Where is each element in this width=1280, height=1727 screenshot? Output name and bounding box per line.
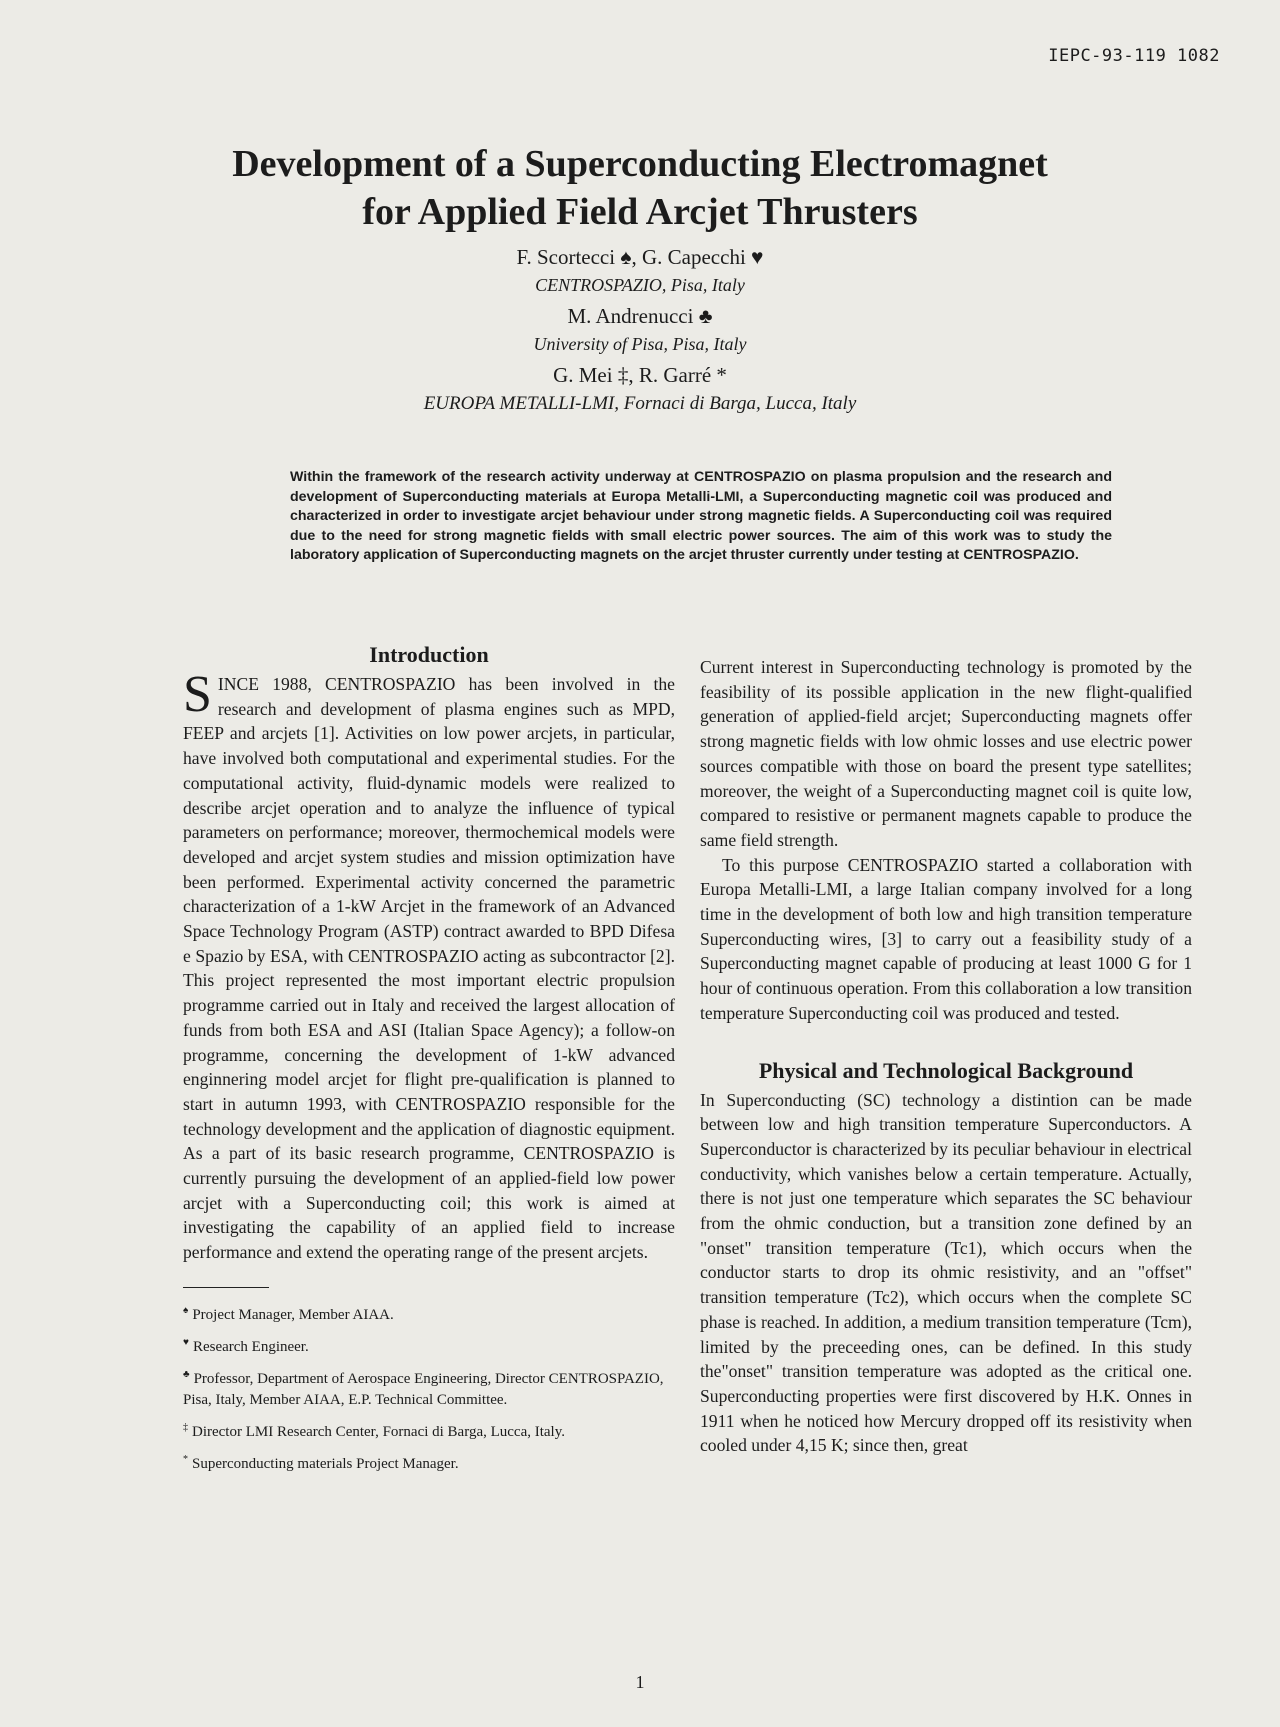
authors-group-2: M. Andrenucci ♣ — [567, 304, 713, 328]
authors-group-3: G. Mei ‡, R. Garré * — [553, 363, 727, 387]
paper-title — [0, 140, 1280, 236]
body-paragraph: Current interest in Superconducting technology is promoted by the feasibility of its possible application in the new flight-qualified generation of applied-field arcjet; Superconducting magnets offer strong magnetic fields with low ohmic losses and use electric power sources compatible with those on board the present type satellites; moreover, the weight of a Superconducting magnet coil is quite low, compared to resistive or permanent magnets capable to produce the same field strength. — [700, 657, 1192, 850]
title-line-1: Development of a Superconducting Electromagnet — [232, 143, 1048, 185]
title-line-2: for Applied Field Arcjet Thrusters — [362, 191, 918, 233]
left-column — [183, 640, 675, 1481]
affiliation-3: EUROPA METALLI-LMI, Fornaci di Barga, Lucca, Italy — [423, 393, 857, 414]
introduction-heading: Introduction — [369, 642, 489, 667]
page-number: 1 — [635, 1672, 645, 1692]
abstract: Within the framework of the research activity underway at CENTROSPAZIO on plasma propulsion and the research and development of Superconducting materials at Europa Metalli-LMI, a Superconducting magnetic coil was produced and characterized in order to investigate arcjet behaviour under strong magnetic fields. A Superconducting coil was required due to the need for strong magnetic fields with small electric power sources. The aim of this work was to study the laboratory application of Superconducting magnets on the arcjet thruster currently under testing at CENTROSPAZIO. — [290, 469, 1112, 563]
section-heading: Physical and Technological Background — [758, 1057, 1134, 1083]
introduction-text: INCE 1988, CENTROSPAZIO has been involved in the research and development of plasma engines such as MPD, FEEP and arcjets [1]. Activities on low power arcjets, in particular, have involved both computational and experimental studies. For the computational activity, fluid-dynamic models were realized to describe arcjet operation and to analyze the influence of typical parameters on performance; moreover, thermochemical models were developed and arcjet system studies and mission optimization have been performed. Experimental activity concerned the parametric characterization of a 1-kW Arcjet in the framework of an Advanced Space Technology Program (ASTP) contract awarded to BPD Difesa e Spazio by ESA, with CENTROSPAZIO acting as subcontractor [2]. This project represented the most important electric propulsion programme carried out in Italy and received the largest allocation of funds from both ESA and ASI (Italian Space Agency); a follow-on programme, concerning the development of 1-kW advanced enginnering model arcjet for flight pre-qualification is planned to start in autumn 1993, with CENTROSPAZIO responsible for the technology development and the application of diagnostic equipment. As a part of its basic research programme, CENTROSPAZIO is currently pursuing the development of an applied-field low power arcjet with a Superconducting coil; this work is aimed at investigating the capability of an applied field to increase performance and extend the operating range of the present arcjets. — [183, 674, 675, 1263]
footnote: ♥ Research Engineer. — [183, 1336, 309, 1355]
footnote: * Superconducting materials Project Manager. — [183, 1453, 459, 1472]
body-paragraph: To this purpose CENTROSPAZIO started a collaboration with Europa Metalli-LMI, a large Italian company involved for a long time in the development of both low and high transition temperature Superconducting wires, [3] to carry out a feasibility study of a Superconducting magnet capable of producing at least 1000 G for 1 hour of continuous operation. From this collaboration a low transition temperature Superconducting coil was produced and tested. — [700, 854, 1192, 1023]
affiliation-2: University of Pisa, Pisa, Italy — [533, 334, 747, 354]
introduction-paragraph — [183, 666, 675, 1265]
affiliation-1: CENTROSPAZIO, Pisa, Italy — [535, 275, 745, 295]
authors-group-1: F. Scortecci ♠, G. Capecchi ♥ — [516, 245, 764, 269]
paper-identifier: IEPC-93-119 1082 — [1048, 46, 1220, 66]
footnote: ‡ Director LMI Research Center, Fornaci di Barga, Lucca, Italy. — [183, 1421, 566, 1440]
drop-cap: S — [183, 666, 212, 723]
right-column — [700, 655, 1192, 1458]
author-block — [0, 242, 1280, 417]
footnotes — [183, 1300, 675, 1475]
footnote: ♣ Professor, Department of Aerospace Engineering, Director CENTROSPAZIO, Pisa, Italy, Member AIAA, E.P. Technical Committee. — [183, 1368, 664, 1408]
body-paragraph: In Superconducting (SC) technology a distintion can be made between low and high transition temperature Superconductors. A Superconductor is characterized by its peculiar behaviour in electrical conductivity, which vanishes below a certain temperature. Actually, there is not just one temperature which separates the SC behaviour from the ohmic conduction, but a transition zone defined by an "onset" transition temperature (Tc1), which occurs when the conductor starts to drop its ohmic resistivity, and an "offset" transition temperature (Tc2), which occurs when the complete SC phase is reached. In addition, a medium transition temperature (Tcm), limited by the preceeding ones, can be defined. In this study the"onset" transition temperature was adopted as the critical one. Superconducting properties were first discovered by H.K. Onnes in 1911 when he noticed how Mercury dropped off its resistivity when cooled under 4,15 K; since then, great — [700, 1089, 1192, 1456]
footnote-divider — [183, 1287, 269, 1288]
footnote: ♠ Project Manager, Member AIAA. — [183, 1304, 394, 1323]
